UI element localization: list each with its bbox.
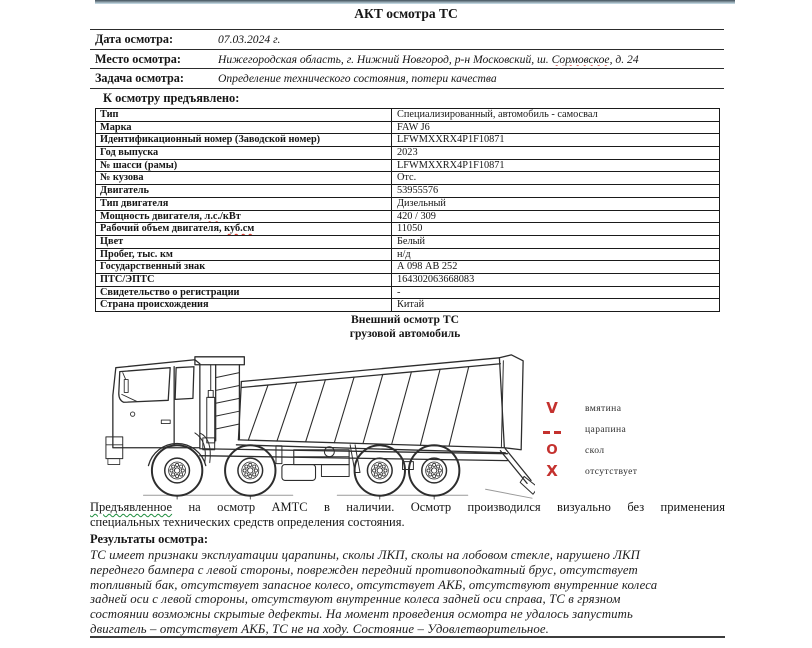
meta-label: Место осмотра: — [95, 51, 181, 66]
table-row — [96, 160, 719, 173]
meta-value: Определение технического состояния, потери качества — [218, 72, 497, 86]
table-cell-value: LFWMXXRX4P1F10871 — [397, 159, 505, 171]
table-row — [96, 274, 719, 287]
table-cell-value: 420 / 309 — [397, 210, 436, 222]
scratch-symbol-icon — [537, 422, 567, 437]
text-fragment: Рабочий объем двигателя, — [100, 223, 225, 235]
table-cell-value: Специализированный, автомобиль - самосвал — [397, 109, 598, 120]
spellcheck-marked-text: л.с. — [204, 210, 221, 222]
table-cell-value: 53955576 — [397, 185, 439, 197]
table-row — [96, 261, 719, 274]
table-row — [96, 134, 719, 147]
table-row — [96, 287, 719, 300]
legend-item — [537, 440, 637, 461]
spellcheck-marked-text: куб.см — [224, 223, 255, 235]
legend-item-label: скол — [585, 445, 605, 456]
table-cell-label: Цвет — [96, 236, 392, 248]
vehicle-table — [95, 108, 720, 312]
table-cell-value: 2023 — [397, 147, 418, 159]
table-row — [96, 211, 719, 224]
legend-item — [537, 398, 637, 419]
presence-paragraph — [90, 500, 725, 531]
table-row — [96, 223, 719, 236]
table-cell-value: 164302063668083 — [397, 273, 475, 285]
table-row — [96, 109, 719, 122]
table-row — [96, 172, 719, 185]
scan-artifact-bar — [95, 0, 735, 4]
table-cell-value: FAW J6 — [397, 121, 430, 133]
table-cell-label: № шасси (рамы) — [96, 160, 392, 172]
dent-symbol-icon: V — [546, 399, 558, 417]
meta-table — [90, 29, 724, 89]
paragraph-line — [90, 500, 725, 515]
exterior-heading — [90, 313, 720, 340]
table-cell-value: - — [397, 286, 401, 298]
table-row — [96, 236, 719, 249]
exterior-heading-line2: грузовой автомобиль — [349, 326, 461, 340]
table-cell-label — [96, 211, 392, 223]
table-row — [96, 198, 719, 211]
damage-legend — [537, 398, 637, 482]
table-cell-label: Пробег, тыс. км — [96, 249, 392, 261]
meta-row — [90, 69, 724, 89]
paragraph-line: задней оси с левой стороны, отсутствуют внутренние колеса задней оси справа, ТС в грязном — [90, 592, 621, 607]
table-cell-label: Тип — [96, 109, 392, 121]
text-fragment: Мощность двигателя, — [100, 210, 205, 222]
spellcheck-marked-text: Сормовское — [551, 52, 610, 66]
table-row — [96, 122, 719, 135]
table-row — [96, 185, 719, 198]
page-title: АКТ осмотра ТС — [354, 6, 458, 21]
table-cell-label: ПТС/ЭПТС — [96, 274, 392, 286]
truck-side-view-drawing — [100, 353, 535, 503]
text-fragment: /кВт — [220, 210, 241, 222]
exterior-heading-line1: Внешний осмотр ТС — [351, 313, 459, 326]
paragraph-line: двигатель – отсутствует АКБ, ТС не на ходу. Состояние – Удовлетворительное. — [90, 621, 549, 636]
table-cell-value: Китай — [397, 299, 425, 311]
table-cell-label: Год выпуска — [96, 147, 392, 159]
text-fragment: на осмотр АМТС в наличии. Осмотр производился визуально без применения — [172, 500, 725, 514]
meta-row — [90, 50, 724, 70]
paragraph-line: ТС имеет признаки эксплуатации царапины, сколы ЛКП, сколы на лобовом стекле, нарушено ЛКП — [90, 548, 640, 562]
missing-symbol-icon: X — [546, 462, 558, 480]
meta-label: Задача осмотра: — [95, 71, 184, 86]
table-row — [96, 147, 719, 160]
table-cell-label: № кузова — [96, 172, 392, 184]
table-cell-value: 11050 — [397, 223, 423, 235]
table-cell-label — [96, 223, 392, 235]
table-cell-value: н/д — [397, 248, 411, 260]
paragraph-line: топливный бак, отсутствует запасное колесо, отсутствует АКБ, отсутствуют внутренние колеса — [90, 577, 658, 592]
table-cell-value: А 098 АВ 252 — [397, 261, 458, 273]
table-cell-value: Дизельный — [397, 197, 446, 209]
table-cell-value: Белый — [397, 235, 426, 247]
table-cell-value: Отс. — [397, 172, 417, 184]
meta-label: Дата осмотра: — [95, 31, 174, 46]
text-fragment: Нижегородская область, г. Нижний Новгород, р-н Московский, ш. — [218, 52, 552, 66]
text-fragment: , д. 24 — [609, 52, 639, 66]
table-row — [96, 299, 719, 312]
chip-symbol-icon: O — [546, 442, 558, 458]
table-cell-label: Страна происхождения — [96, 299, 392, 311]
legend-item — [537, 419, 637, 440]
presented-heading: К осмотру предъявлено: — [103, 91, 240, 105]
table-cell-label: Двигатель — [96, 185, 392, 197]
legend-item-label: царапина — [585, 424, 627, 435]
legend-item-label: отсутствует — [585, 466, 638, 477]
table-cell-label: Марка — [96, 122, 392, 134]
legend-item — [537, 461, 637, 482]
meta-value — [218, 53, 724, 66]
results-heading: Результаты осмотра: — [90, 532, 208, 546]
table-cell-label: Государственный знак — [96, 261, 392, 273]
table-cell-label: Свидетельство о регистрации — [96, 287, 392, 299]
bottom-rule — [90, 636, 725, 638]
paragraph-line: переднего бампера с левой стороны, поврежден передний противоподкатный брус, отсутствует — [90, 562, 638, 577]
results-paragraph — [90, 548, 725, 637]
legend-item-label: вмятина — [585, 403, 622, 414]
table-cell-value: LFWMXXRX4P1F10871 — [397, 134, 505, 146]
meta-row — [90, 30, 724, 50]
paragraph-line: состоянии возможны скрытые дефекты. На момент проведения осмотра не удалось запустить — [90, 607, 633, 622]
table-cell-label: Тип двигателя — [96, 198, 392, 210]
meta-value: 07.03.2024 г. — [218, 32, 281, 46]
paragraph-line: специальных технических средств определения состояния. — [90, 515, 405, 530]
spellcheck-marked-text: Предъявленное — [90, 500, 173, 514]
table-row — [96, 249, 719, 262]
table-cell-label: Идентификационный номер (Заводской номер) — [96, 134, 392, 146]
